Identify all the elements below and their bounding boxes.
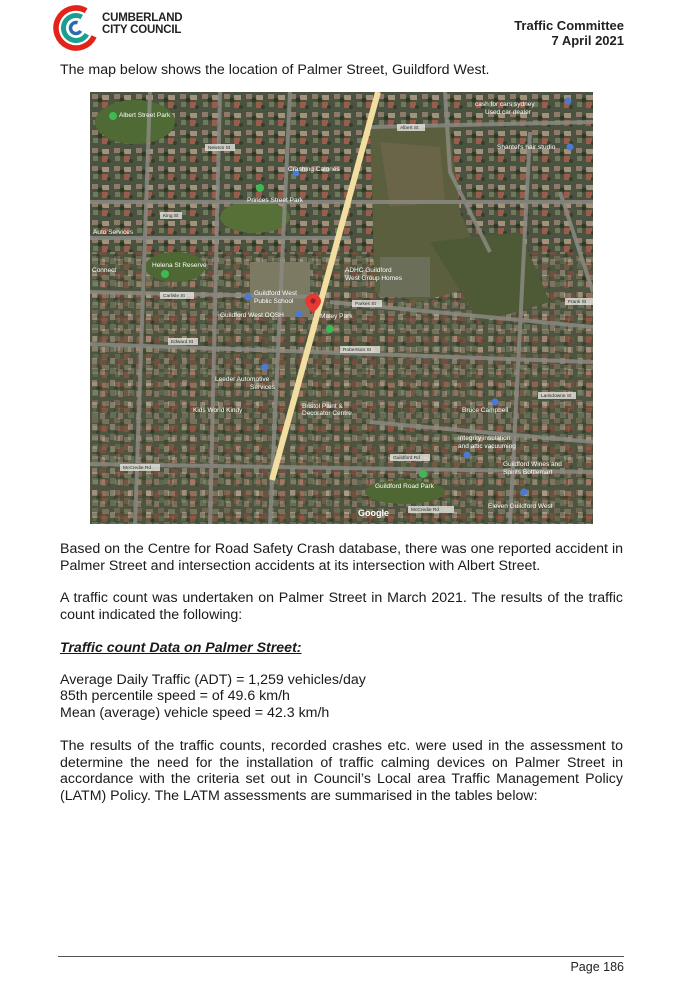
road-label-frank-st: Frank St	[568, 300, 587, 305]
map-label-maley-park: Maley Park	[320, 313, 353, 320]
map-label-used-car-dealer: Used car dealer	[485, 109, 531, 116]
map-label-guildford-wines: Guildford Wines and	[503, 461, 562, 468]
map-label-guildford-road-park: Guildford Road Park	[375, 483, 434, 490]
map-label-bristol: Bristol Paint &	[302, 403, 343, 410]
map-label-leeder-2: Services	[250, 384, 275, 391]
road-label-newton-st: Newton St	[208, 146, 231, 151]
report-header	[514, 18, 624, 48]
map-label-auto-services: Auto Services	[93, 229, 134, 236]
map-label-cash-for-cars: cash for cars sydney	[475, 101, 535, 108]
road-label-edward-st: Edward St	[171, 340, 194, 345]
map-intro: The map below shows the location of Palmer Street, Guildford West.	[60, 62, 490, 78]
crash-paragraph: Based on the Centre for Road Safety Crash database, there was one reported accident in Palmer Street and intersection accidents at its intersection with Albert Street.	[60, 541, 623, 574]
road-label-lansdowne-st: Lansdowne St	[541, 394, 572, 399]
map-label-bruce-campbell: Bruce Campbell	[462, 407, 509, 414]
map-label-adhc: ADHC Guildford	[345, 267, 392, 274]
road-label-albert-st: Albert St	[400, 126, 419, 131]
footer-divider	[58, 956, 624, 957]
council-name: CUMBERLAND CITY COUNCIL	[102, 12, 183, 36]
page-number: Page 186	[570, 960, 624, 974]
map-label-princes-street-park: Princes Street Park	[247, 197, 303, 204]
road-label-mccredie-rd-2: McCredie Rd	[411, 508, 439, 513]
traffic-count-heading: Traffic count Data on Palmer Street:	[60, 640, 302, 656]
adt-line: Average Daily Traffic (ADT) = 1,259 vehicles/day	[60, 672, 366, 688]
mean-speed-line: Mean (average) vehicle speed = 42.3 km/h	[60, 705, 330, 721]
map-label-kids-world: Kids World Kindy	[193, 407, 243, 414]
road-label-parkes-st: Parkes St	[355, 302, 376, 307]
road-label-guildford-rd: Guildford Rd	[393, 456, 420, 461]
latm-paragraph: The results of the traffic counts, recorded crashes etc. were used in the assessment to determine the need for the installation of traffic calming devices on Palmer Street in accordance with the criteria set out in Council’s Local area Traffic Management Policy (LATM) Policy. The LATM assessments are summarised in the tables below:	[60, 738, 623, 804]
road-label-king-st: King St	[163, 214, 179, 219]
map-label-bristol-2: Decorator Centre	[302, 410, 352, 417]
speed-85th-line: 85th percentile speed = of 49.6 km/h	[60, 688, 290, 704]
map-label-crashing-calories: Crashing Calories	[288, 166, 340, 173]
map-label-gw-public-school-2: Public School	[254, 298, 294, 305]
map-label-gw-oosh: Guildford West OOSH	[220, 312, 284, 319]
map-label-eleven-guildford: Eleven Guildford West	[488, 503, 553, 510]
map-label-adhc-2: West Group Homes	[345, 275, 402, 282]
map-label-connect: Connect	[92, 267, 117, 274]
map-label-shantels: Shantel's hair studio	[497, 144, 556, 151]
report-date: 7 April 2021	[551, 33, 624, 48]
map-label-helena-st-reserve: Helena St Reserve	[152, 262, 207, 269]
map-google-watermark: Google	[358, 508, 389, 518]
council-logo	[52, 4, 100, 52]
road-label-carlisle-st: Carlisle St	[163, 294, 185, 299]
map-label-albert-street-park: Albert Street Park	[119, 112, 171, 119]
road-label-mccredie-rd: McCredie Rd	[123, 466, 151, 471]
road-label-robertson-st: Robertson St	[343, 348, 371, 353]
map-label-integrity-2: and attic vacuuming	[458, 443, 516, 450]
map-label-integrity: Integrity insulation	[458, 435, 511, 442]
committee-title: Traffic Committee	[514, 18, 624, 33]
map-label-gw-public-school: Guildford West	[254, 290, 297, 297]
traffic-count-paragraph: A traffic count was undertaken on Palmer Street in March 2021. The results of the traffic count indicated the following:	[60, 590, 623, 623]
location-map	[90, 92, 593, 524]
map-label-leeder: Leeder Automotive	[215, 376, 270, 383]
map-label-guildford-wines-2: Spirits Bottlemart	[503, 469, 553, 476]
